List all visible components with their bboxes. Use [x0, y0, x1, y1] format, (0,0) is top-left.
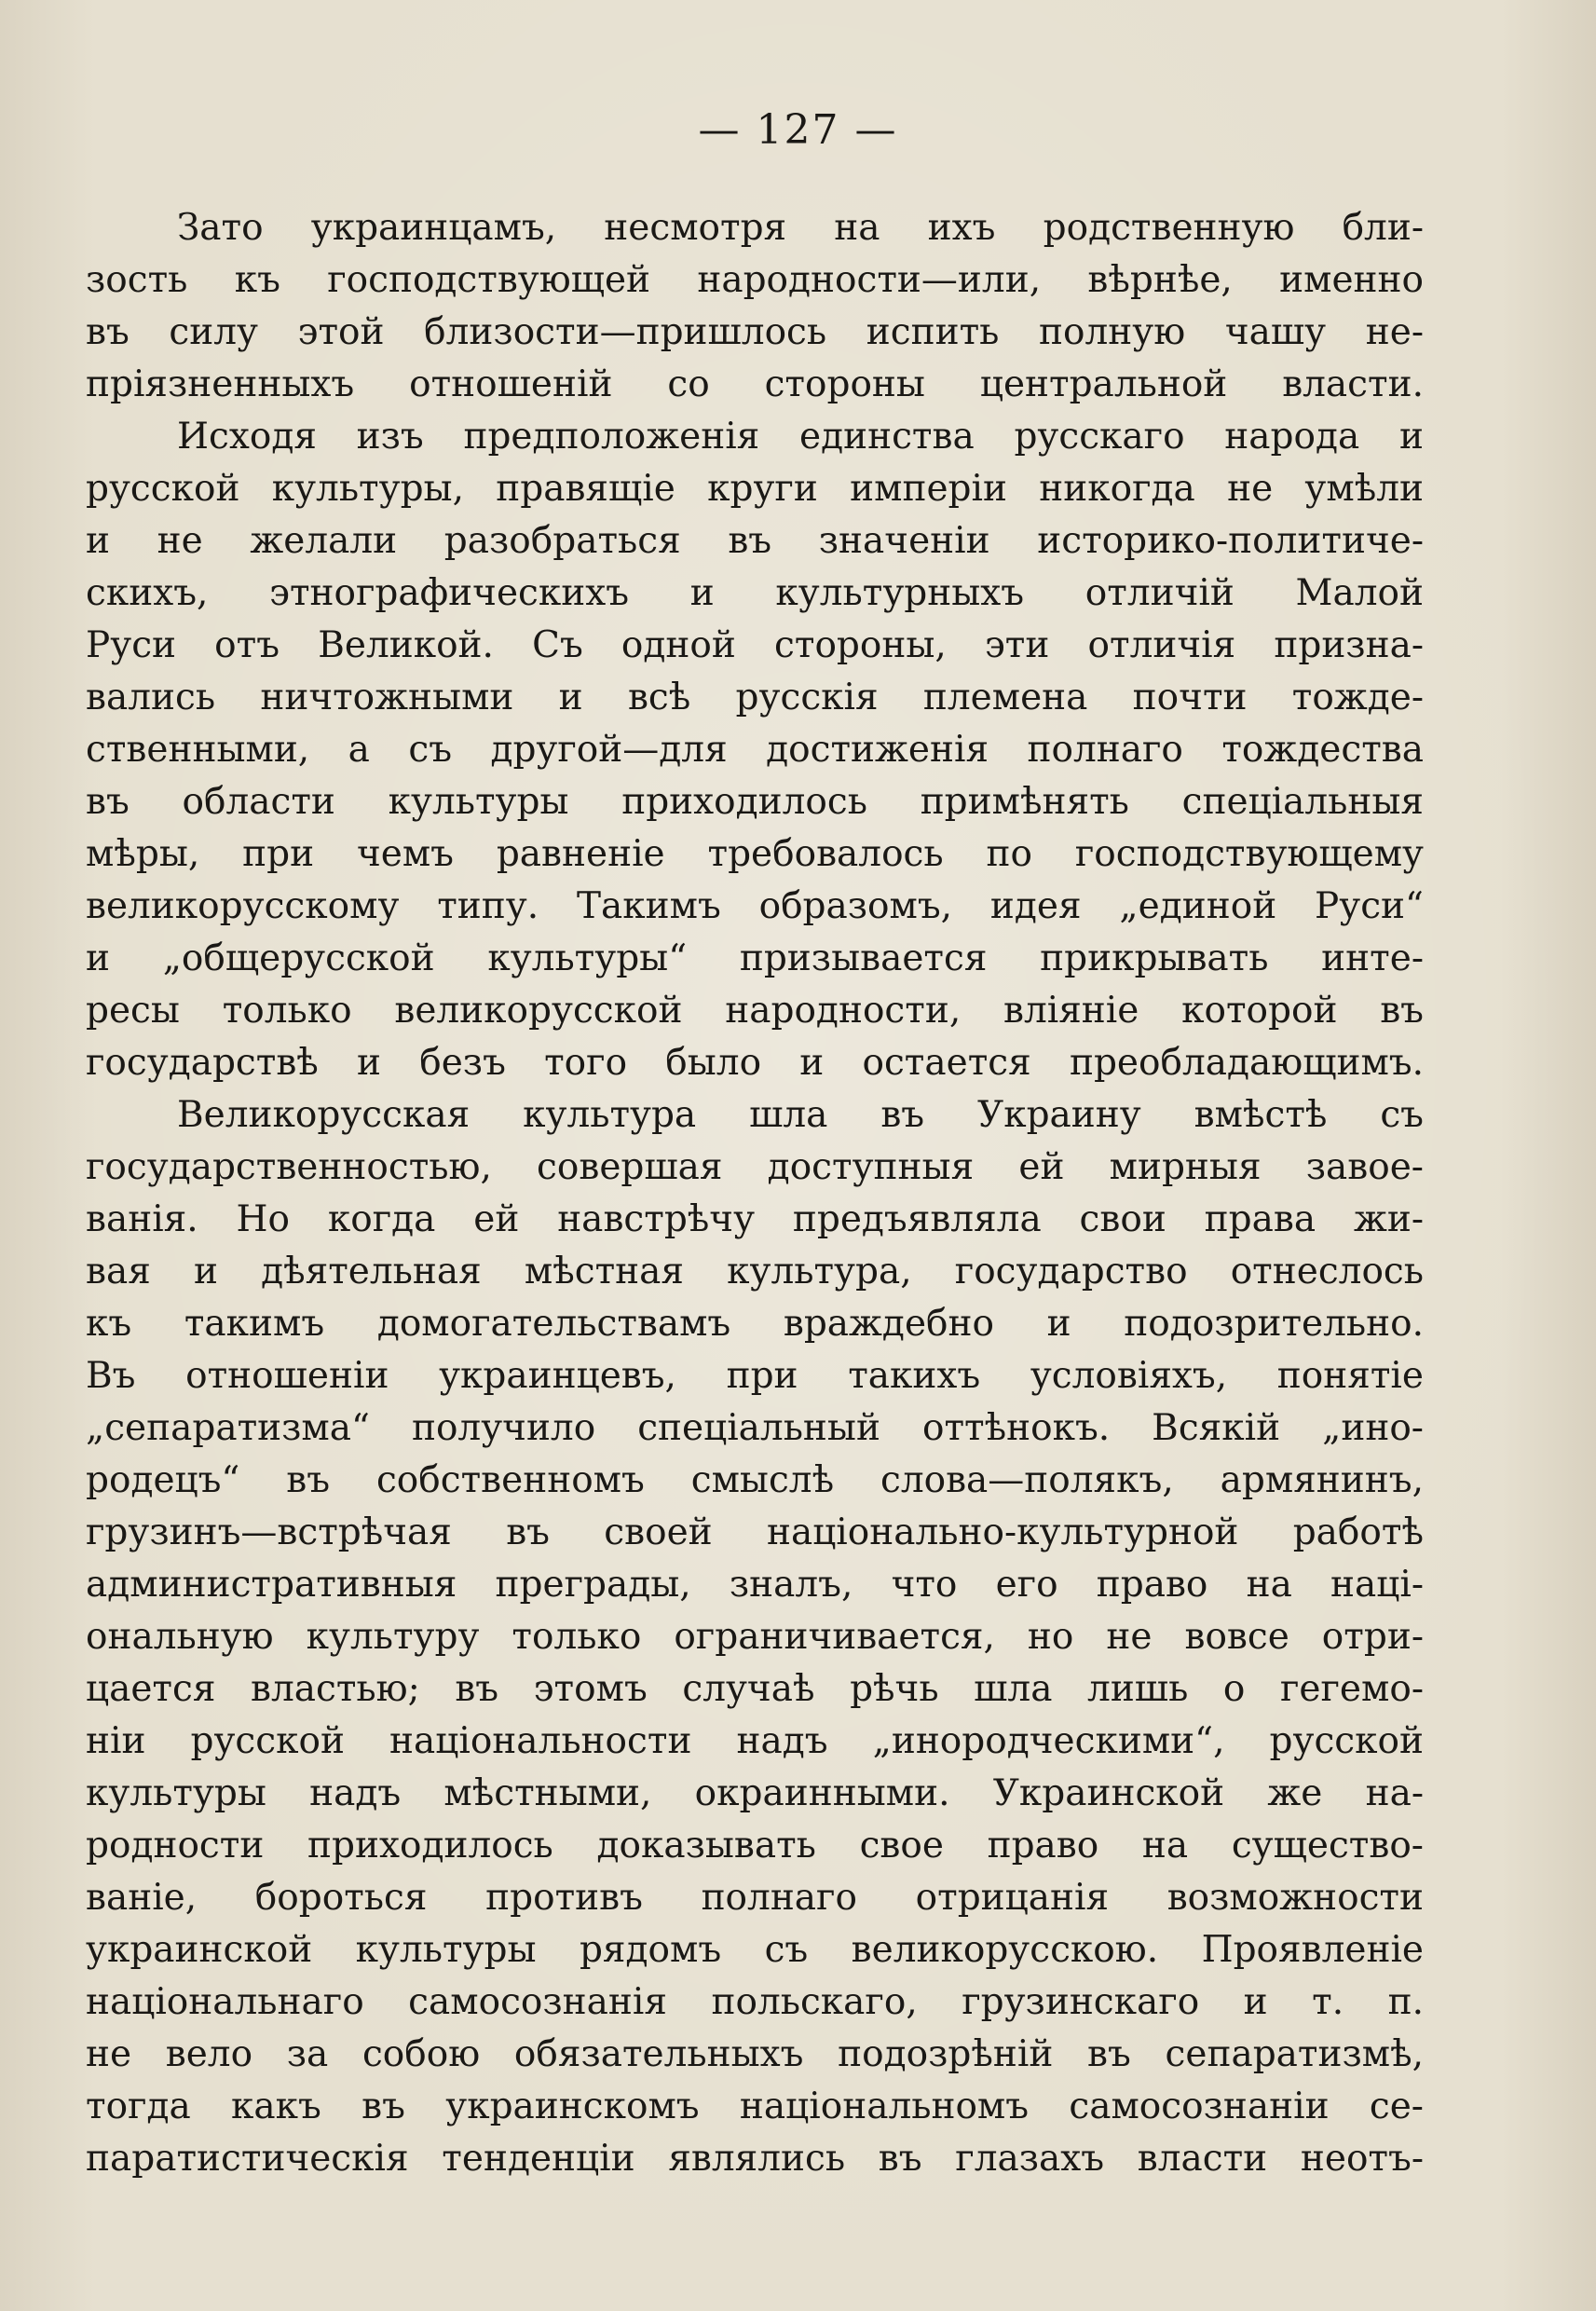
- text-line: въ области культуры приходилось примѣнять спеціальныя: [86, 781, 1424, 823]
- text-line: и „общерусской культуры“ призывается прикрывать инте-: [86, 937, 1424, 979]
- text-line: великорусскому типу. Такимъ образомъ, идея „единой Руси“: [86, 885, 1424, 927]
- text-line: украинской культуры рядомъ съ великорусскою. Проявленіе: [86, 1929, 1424, 1971]
- text-line: вая и дѣятельная мѣстная культура, государство отнеслось: [86, 1251, 1424, 1292]
- text-line: и не желали разобраться въ значеніи историко-политиче-: [86, 520, 1424, 562]
- text-line: ственными, а съ другой—для достиженія полнаго тождества: [86, 729, 1424, 771]
- text-line: родецъ“ въ собственномъ смыслѣ слова—полякъ, армянинъ,: [86, 1459, 1424, 1501]
- text-line: не вело за собою обязательныхъ подозрѣній въ сепаратизмѣ,: [86, 2033, 1424, 2075]
- text-line: вались ничтожными и всѣ русскія племена почти тожде-: [86, 677, 1424, 718]
- text-line: Исходя изъ предположенія единства русскаго народа и: [177, 416, 1424, 458]
- text-line: мѣры, при чемъ равненіе требовалось по господствующему: [86, 833, 1424, 875]
- text-line: пріязненныхъ отношеній со стороны центральной власти.: [86, 363, 1424, 405]
- text-line: ваніе, бороться противъ полнаго отрицанія возможности: [86, 1877, 1424, 1919]
- text-line: ванія. Но когда ей навстрѣчу предъявляла свои права жи-: [86, 1198, 1424, 1240]
- text-line: ресы только великорусской народности, вліяніе которой въ: [86, 990, 1424, 1032]
- text-line: Великорусская культура шла въ Украину вмѣстѣ съ: [177, 1094, 1424, 1136]
- text-line: къ такимъ домогательствамъ враждебно и подозрительно.: [86, 1303, 1424, 1345]
- text-line: Зато украинцамъ, несмотря на ихъ родственную бли-: [177, 207, 1424, 249]
- text-line: административныя преграды, зналъ, что его право на наці-: [86, 1564, 1424, 1606]
- text-line: Руси отъ Великой. Съ одной стороны, эти отличія призна-: [86, 624, 1424, 666]
- text-line: культуры надъ мѣстными, окраинными. Украинской же на-: [86, 1772, 1424, 1814]
- text-line: грузинъ—встрѣчая въ своей національно-культурной работѣ: [86, 1511, 1424, 1553]
- page-number: — 127 —: [698, 106, 898, 154]
- text-line: національнаго самосознанія польскаго, грузинскаго и т. п.: [86, 1981, 1424, 2023]
- text-line: паратистическія тенденціи являлись въ глазахъ власти неотъ-: [86, 2138, 1424, 2180]
- paragraph-1: [86, 202, 1424, 411]
- text-line: государствѣ и безъ того было и остается преобладающимъ.: [86, 1042, 1424, 1084]
- body-text: [86, 202, 1424, 2185]
- text-line: зость къ господствующей народности—или, вѣрнѣе, именно: [86, 259, 1424, 301]
- text-line: государственностью, совершая доступныя ей мирныя завое-: [86, 1146, 1424, 1188]
- text-line: ніи русской національности надъ „инородческими“, русской: [86, 1720, 1424, 1762]
- text-line: въ силу этой близости—пришлось испить полную чашу не-: [86, 311, 1424, 353]
- text-line: скихъ, этнографическихъ и культурныхъ отличій Малой: [86, 572, 1424, 614]
- text-line: русской культуры, правящіе круги имперіи никогда не умѣли: [86, 468, 1424, 510]
- paragraph-2: [86, 411, 1424, 1089]
- text-line: цается властью; въ этомъ случаѣ рѣчь шла лишь о гегемо-: [86, 1668, 1424, 1710]
- text-line: Въ отношеніи украинцевъ, при такихъ условіяхъ, понятіе: [86, 1355, 1424, 1397]
- text-line: тогда какъ въ украинскомъ національномъ самосознаніи се-: [86, 2085, 1424, 2127]
- paragraph-3: [86, 1089, 1424, 2185]
- text-line: родности приходилось доказывать свое право на существо-: [86, 1825, 1424, 1867]
- text-line: „сепаратизма“ получило спеціальный оттѣнокъ. Всякій „ино-: [86, 1407, 1424, 1449]
- text-line: ональную культуру только ограничивается, но не вовсе отри-: [86, 1616, 1424, 1658]
